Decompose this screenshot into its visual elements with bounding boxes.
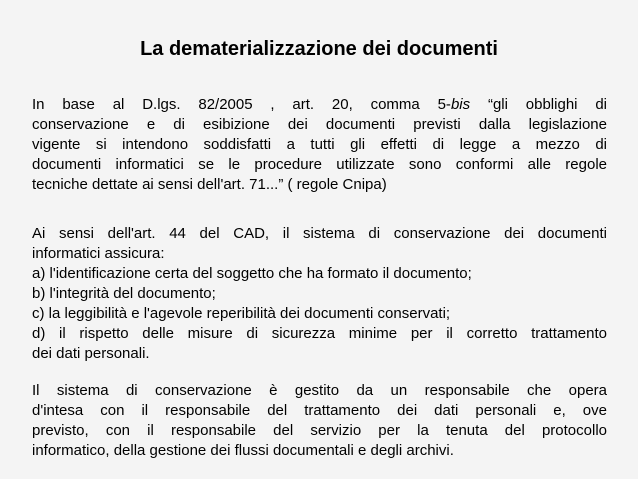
text-segment: “gli obblighi di bbox=[470, 96, 607, 113]
paragraph-legal-reference bbox=[32, 95, 607, 195]
paragraph-line: d'intesa con il responsabile del trattamento dei dati personali e, ove bbox=[32, 402, 607, 419]
paragraph-line: vigente si intendono soddisfatti a tutti gli effetti di legge a mezzo di bbox=[32, 136, 607, 153]
paragraph-line: Ai sensi dell'art. 44 del CAD, il sistema di conservazione dei documenti bbox=[32, 225, 607, 242]
list-item: d) il rispetto delle misure di sicurezza minime per il corretto trattamento bbox=[32, 325, 607, 342]
paragraph-line: tecniche dettate ai sensi dell'art. 71...” ( regole Cnipa) bbox=[32, 176, 387, 193]
slide-title: La dematerializzazione dei documenti bbox=[140, 38, 498, 60]
paragraph-responsible bbox=[32, 381, 607, 461]
list-item: a) l'identificazione certa del soggetto che ha formato il documento; bbox=[32, 265, 472, 282]
paragraph-line: dei dati personali. bbox=[32, 345, 150, 362]
paragraph-line bbox=[32, 95, 607, 115]
paragraph-line: Il sistema di conservazione è gestito da un responsabile che opera bbox=[32, 382, 607, 399]
list-item: b) l'integrità del documento; bbox=[32, 285, 216, 302]
italic-text: bis bbox=[450, 96, 471, 113]
paragraph-line: previsto, con il responsabile del servizio per la tenuta del protocollo bbox=[32, 422, 607, 439]
text-segment: In base al D.lgs. 82/2005 , art. 20, comma 5- bbox=[32, 96, 451, 113]
paragraph-cad-requirements bbox=[32, 224, 607, 364]
paragraph-line: informatico, della gestione dei flussi documentali e degli archivi. bbox=[32, 442, 454, 459]
paragraph-line: conservazione e di esibizione dei documenti previsti dalla legislazione bbox=[32, 116, 607, 133]
list-item: c) la leggibilità e l'agevole reperibilità dei documenti conservati; bbox=[32, 305, 451, 322]
paragraph-line: informatici assicura: bbox=[32, 245, 165, 262]
paragraph-line: documenti informatici se le procedure utilizzate sono conformi alle regole bbox=[32, 156, 607, 173]
